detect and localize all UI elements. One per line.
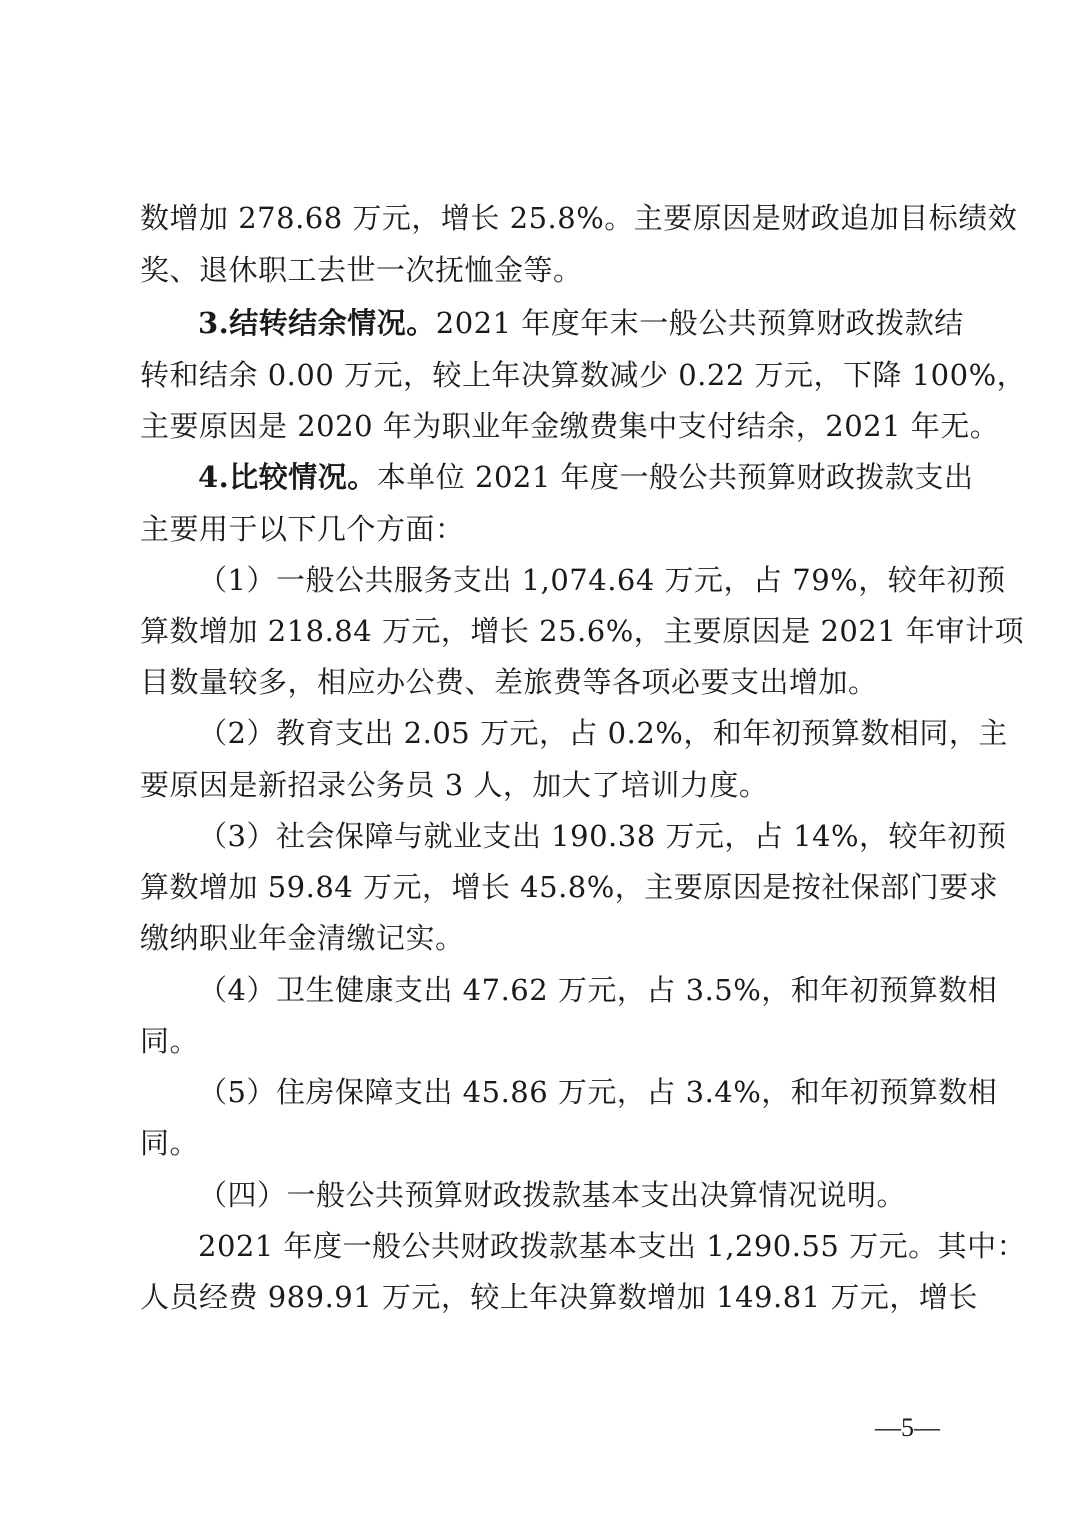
text-line: 算数增加 218.84 万元，增长 25.6%，主要原因是 2021 年审计项 <box>140 614 1024 648</box>
text-line: 奖、退休职工去世一次抚恤金等。 <box>140 253 583 287</box>
section-heading: 3.结转结余情况。 <box>198 306 436 340</box>
page-number: —5— <box>875 1413 940 1442</box>
text-line: 主要原因是 2020 年为职业年金缴费集中支付结余，2021 年无。 <box>140 409 1000 443</box>
text-line: 主要用于以下几个方面： <box>140 512 465 546</box>
text-line: 同。 <box>140 1126 200 1160</box>
text-line: 缴纳职业年金清缴记实。 <box>140 921 465 955</box>
text-line: （5）住房保障支出 45.86 万元，占 3.4%，和年初预算数相 <box>198 1075 998 1109</box>
text-line: 算数增加 59.84 万元，增长 45.8%，主要原因是按社保部门要求 <box>140 870 999 904</box>
section-heading-line: 3.结转结余情况。2021 年度年末一般公共预算财政拨款结 <box>198 306 964 340</box>
text-line: 数增加 278.68 万元，增长 25.8%。主要原因是财政追加目标绩效 <box>140 201 1018 235</box>
text-line: 人员经费 989.91 万元，较上年决算数增加 149.81 万元，增长 <box>140 1280 978 1314</box>
text-line: 要原因是新招录公务员 3 人，加大了培训力度。 <box>140 768 769 802</box>
text-line: 目数量较多，相应办公费、差旅费等各项必要支出增加。 <box>140 665 878 699</box>
section-heading-line: 4.比较情况。本单位 2021 年度一般公共预算财政拨款支出 <box>198 460 974 494</box>
text-line: 转和结余 0.00 万元，较上年决算数减少 0.22 万元，下降 100%， <box>140 358 1027 392</box>
text-line: （2）教育支出 2.05 万元，占 0.2%，和年初预算数相同，主 <box>198 716 1008 750</box>
text-line: 同。 <box>140 1024 200 1058</box>
section-heading: 4.比较情况。 <box>198 460 377 494</box>
subsection-title: （四）一般公共预算财政拨款基本支出决算情况说明。 <box>198 1178 907 1212</box>
text-line: （4）卫生健康支出 47.62 万元，占 3.5%，和年初预算数相 <box>198 973 998 1007</box>
text-line: （3）社会保障与就业支出 190.38 万元，占 14%，较年初预 <box>198 819 1007 853</box>
text-line: 2021 年度一般公共财政拨款基本支出 1,290.55 万元。其中： <box>198 1229 1027 1263</box>
text-line: （1）一般公共服务支出 1,074.64 万元，占 79%，较年初预 <box>198 563 1006 597</box>
